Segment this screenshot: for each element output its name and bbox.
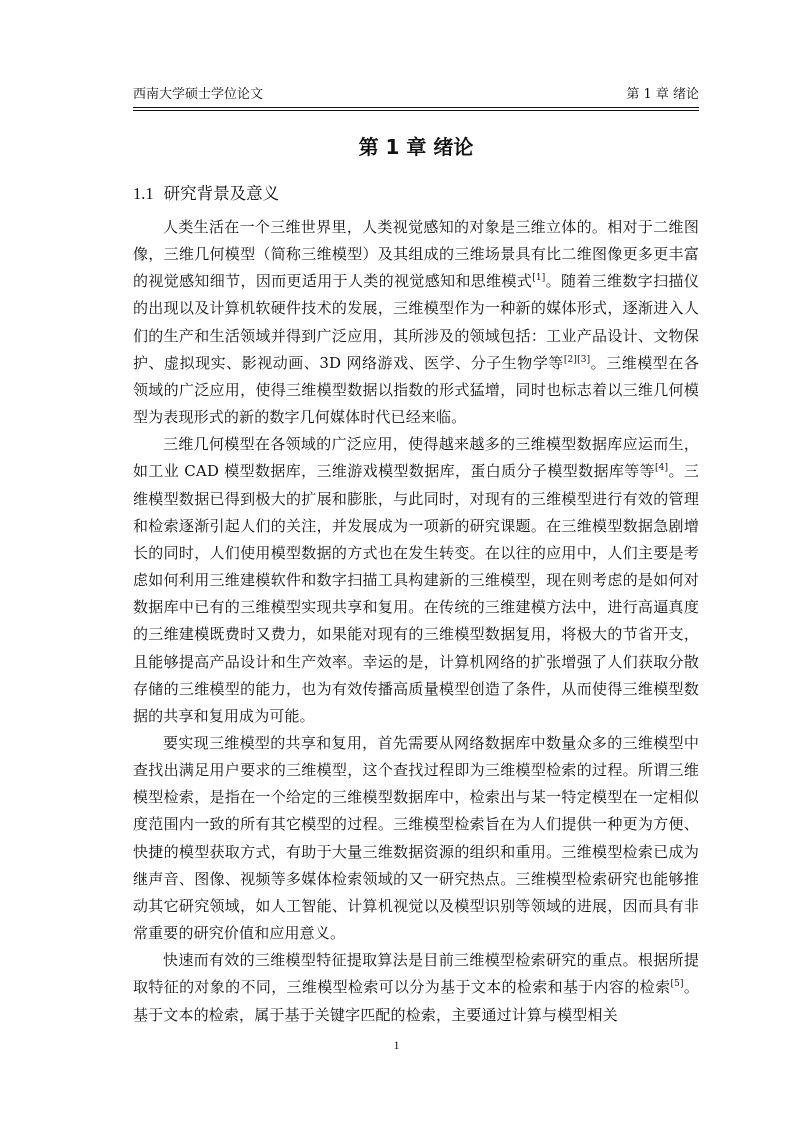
header-thesis-title: 西南大学硕士学位论文 — [133, 87, 264, 102]
section-title: 研究背景及意义 — [163, 184, 280, 203]
text-segment: 快速而有效的三维模型特征提取算法是目前三维模型检索研究的重点。根据所提取特征的对象的不同，三维模型检索可以分为基于文本的检索和基于内容的检索 — [133, 951, 699, 997]
page-number: 1 — [393, 1038, 400, 1052]
section-number: 1.1 — [133, 184, 154, 203]
header-rule — [133, 110, 699, 111]
citation: [5] — [670, 979, 684, 990]
text-segment: 。三维模型在各领域的广泛应用，使得三维模型数据以指数的形式猛增，同时也标志着以三维几何模型为表现形式的新的数字几何媒体时代已经来临。 — [133, 353, 699, 427]
citation: [1] — [532, 273, 546, 284]
body-text — [133, 214, 699, 1029]
section-heading — [133, 181, 279, 207]
text-segment: 。随着三维数字扫描仪的出现以及计算机软硬件技术的发展，三维模型作为一种新的媒体形式，逐渐进入人们的生产和生活领域并得到广泛应用，其所涉及的领域包括：工业产品设计、文物保护、虚拟现实、影视动画、3D 网络游戏、医学、分子生物学等 — [133, 272, 699, 372]
paragraph — [133, 431, 699, 730]
citation: [4] — [655, 463, 669, 474]
text-segment: 。三维模型数据已得到极大的扩展和膨胀，与此同时，对现有的三维模型进行有效的管理和检索逐渐引起人们的关注，并发展成为一项新的研究课题。在三维模型数据急剧增长的同时，人们使用模型数据的方式也在发生转变。在以往的应用中，人们主要是考虑如何利用三维建模软件和数字扫描工具构建新的三维模型，现在则考虑的是如何对数据库中已有的三维模型实现共享和复用。在传统的三维建模方法中，进行高逼真度的三维建模既费时又费力，如果能对现有的三维模型数据复用，将极大的节省开支，且能够提高产品设计和生产效率。幸运的是，计算机网络的扩张增强了人们获取分散存储的三维模型的能力，也为有效传播高质量模型创造了条件，从而使得三维模型数据的共享和复用成为可能。 — [133, 462, 699, 725]
citation: [2][3] — [563, 354, 591, 365]
paragraph — [133, 214, 699, 431]
chapter-title: 第 1 章 绪论 — [358, 135, 474, 159]
text-segment: 三维几何模型在各领域的广泛应用，使得越来越多的三维模型数据库应运而生，如工业 CAD 模型数据库，三维游戏模型数据库，蛋白质分子模型数据库等等 — [133, 435, 699, 481]
paragraph — [133, 730, 699, 947]
text-segment: 要实现三维模型的共享和复用，首先需要从网络数据库中数量众多的三维模型中查找出满足用户要求的三维模型，这个查找过程即为三维模型检索的过程。所谓三维模型检索，是指在一个给定的三维模型数据库中，检索出与某一特定模型在一定相似度范围内一致的所有其它模型的过程。三维模型检索旨在为人们提供一种更为方便、快捷的模型获取方式，有助于大量三维数据资源的组织和重用。三维模型检索已成为继声音、图像、视频等多媒体检索领域的又一研究热点。三维模型检索研究也能够推动其它研究领域，如人工智能、计算机视觉以及模型识别等领域的进展，因而具有非常重要的研究价值和应用意义。 — [133, 733, 699, 943]
text-segment: 人类生活在一个三维世界里，人类视觉感知的对象是三维立体的。相对于二维图像，三维几何模型（简称三维模型）及其组成的三维场景具有比二维图像更多更丰富的视觉感知细节，因而更适用于人类的视觉感知和思维模式 — [133, 218, 699, 291]
header-chapter-title: 第 1 章 绪论 — [626, 87, 699, 102]
paragraph — [133, 947, 699, 1028]
text-segment: 。基于文本的检索，属于基于关键字匹配的检索，主要通过计算与模型相关 — [133, 978, 699, 1024]
running-header — [133, 85, 699, 108]
